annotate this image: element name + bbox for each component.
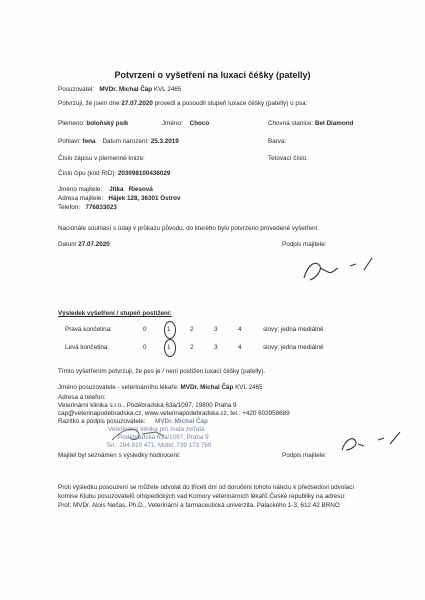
zapis-label: Číslo zápisu v plemenné knize: bbox=[58, 155, 145, 162]
jmeno-label: Jméno: bbox=[162, 120, 183, 127]
plemeno-value: boloňský psík bbox=[86, 120, 129, 127]
stamp-line-2: Veterinární klinika pro malá zvířata bbox=[108, 426, 205, 433]
cip-value: 203098100436029 bbox=[117, 170, 171, 177]
plemeno-field bbox=[58, 120, 128, 128]
owner-signature-1 bbox=[298, 256, 378, 286]
owner-signature-2 bbox=[338, 430, 408, 456]
pohlavi-label: Pohlaví: bbox=[58, 138, 81, 145]
grade-4: 4 bbox=[238, 344, 242, 351]
grade-2: 2 bbox=[190, 326, 194, 333]
jmeno-field bbox=[162, 120, 209, 128]
vet-contact: cap@veterinapodebradska.cz, www.veterinapodebradska.cz, tel.: +420 603958689 bbox=[58, 410, 290, 417]
datum-label: Datum bbox=[58, 241, 77, 248]
grade-circle-mark bbox=[164, 339, 176, 357]
plemeno-label: Plemeno: bbox=[58, 120, 85, 127]
confirm-text: Potvrzuji, že jsem dne bbox=[58, 100, 120, 107]
narozeni-label: Datum narození: bbox=[102, 138, 150, 145]
owner-address-field bbox=[58, 195, 181, 203]
chovna-field bbox=[268, 120, 353, 128]
vet-name-field bbox=[58, 384, 263, 392]
owner-phone-value: 776833023 bbox=[85, 204, 117, 211]
podpis-majitele-label-1: Podpis majitele: bbox=[282, 241, 327, 248]
result-row-note: slovy: jedna mediálně bbox=[263, 326, 324, 333]
confirm2-text: Tímto vyšetřením potvrzuji, že pes je / není postižen luxací čéšky (patelly). bbox=[58, 368, 266, 375]
grade-2: 2 bbox=[190, 344, 194, 351]
pohlavi-field bbox=[58, 138, 179, 146]
owner-name-field bbox=[58, 186, 153, 194]
grade-1: 1 bbox=[167, 326, 171, 333]
owner-last-name: Riesová bbox=[128, 186, 153, 193]
posuzovatel-id: KVL 2465 bbox=[153, 86, 182, 93]
cip-field bbox=[58, 170, 170, 178]
barva-label: Barva: bbox=[268, 138, 287, 145]
jmeno-value: Choco bbox=[189, 120, 210, 127]
result-row-label: Levá končetina: bbox=[65, 344, 110, 351]
result-row-note: slovy: jedna mediálně bbox=[263, 344, 324, 351]
grade-3: 3 bbox=[214, 344, 218, 351]
narozeni-value: 25.3.2019 bbox=[150, 138, 179, 145]
podpis-majitele-label-2: Podpis majitele: bbox=[282, 452, 327, 459]
vet-address-label: Adresa a telefon: bbox=[58, 394, 106, 401]
grade-0: 0 bbox=[143, 326, 147, 333]
grade-0: 0 bbox=[143, 344, 147, 351]
stamp-line-4: Tel.: 284 810 471, Mobil: 739 173 769 bbox=[106, 442, 212, 449]
pohlavi-value: fena bbox=[82, 138, 96, 145]
chovna-label: Chovná stanice: bbox=[268, 120, 314, 127]
tetovaci-label: Tetovací číslo: bbox=[268, 155, 308, 162]
vet-name-label: Jméno posuzovatele - veterinárního lékaře: bbox=[58, 384, 179, 391]
exam-date: 27.07.2020 bbox=[121, 100, 153, 107]
datum-value: 27.07.2020 bbox=[78, 241, 110, 248]
owner-address-value: Hájek 128, 36301 Ostrov bbox=[108, 195, 181, 202]
owner-address-label: Adresa majitele: bbox=[58, 195, 104, 202]
owner-phone-label: Telefon: bbox=[58, 204, 81, 211]
vet-signature bbox=[108, 420, 198, 448]
stamp-line-1: MVDr. Michal Čáp bbox=[155, 418, 208, 425]
grade-circle-mark bbox=[164, 321, 176, 339]
seznamen-text: Majitel byl seznámen s výsledky hodnocení: bbox=[58, 452, 181, 459]
confirm-line bbox=[58, 100, 307, 108]
appeal-line: Proti výsledku posouzení se můžete odvolat do třiceti dní od doručení tohoto nálezu k předsedovi odvolací bbox=[58, 484, 355, 491]
datum-field bbox=[58, 241, 110, 249]
result-row-label: Pravá končetina: bbox=[65, 326, 112, 333]
owner-first-name: Jitka bbox=[109, 186, 124, 193]
owner-name-label: Jméno majitele: bbox=[58, 186, 103, 193]
vet-id: KVL 2465 bbox=[235, 384, 263, 391]
document-title: Potvrzení o vyšetření na luxaci čéšky (patelly) bbox=[114, 70, 311, 80]
vet-clinic: Veterinární klinika s.r.o., Podébradská 63a/1097, 19800 Praha 9 bbox=[58, 402, 237, 409]
result-heading: Výsledek vyšetření / stupeň postižení: bbox=[58, 310, 172, 317]
posuzovatel-label: Posuzovatel: bbox=[58, 86, 95, 93]
posuzovatel-name: MVDr. Michal Čáp bbox=[99, 86, 153, 93]
appeal-line: Prof. MVDr. Alois Nečas, Ph.D., Veterinární a farmaceutická univerzita, Palackého 1-3, 612 42 BRNO bbox=[58, 502, 340, 509]
appeal-line: komise Klubu posuzovatelů ortopedických vad Komory veterinárních lékařů České republiky na adresu: bbox=[58, 493, 346, 500]
stamp-line-3: Poděbradská 63a/1097, Praha 9 bbox=[118, 434, 209, 441]
consent-text: Nacionále souhlasí s údaji v průkazu původu, do kterého bylo potvrzeno provedené vyšetření. bbox=[58, 225, 320, 232]
razitko-label: Razítko a podpis posuzovatele: bbox=[58, 418, 146, 425]
confirm-text-2: provedl a posoudil stupeň luxace čéšky (patelly) u psa: bbox=[154, 100, 308, 107]
grade-1: 1 bbox=[167, 344, 171, 351]
cip-label: Číslo čipu (kód RID): bbox=[58, 170, 117, 177]
owner-phone-field bbox=[58, 204, 117, 212]
grade-3: 3 bbox=[214, 326, 218, 333]
chovna-value: Bel Diamond bbox=[314, 120, 354, 127]
vet-name: MVDr. Michal Čáp bbox=[180, 384, 234, 391]
grade-4: 4 bbox=[238, 326, 242, 333]
posuzovatel-line bbox=[58, 86, 181, 94]
